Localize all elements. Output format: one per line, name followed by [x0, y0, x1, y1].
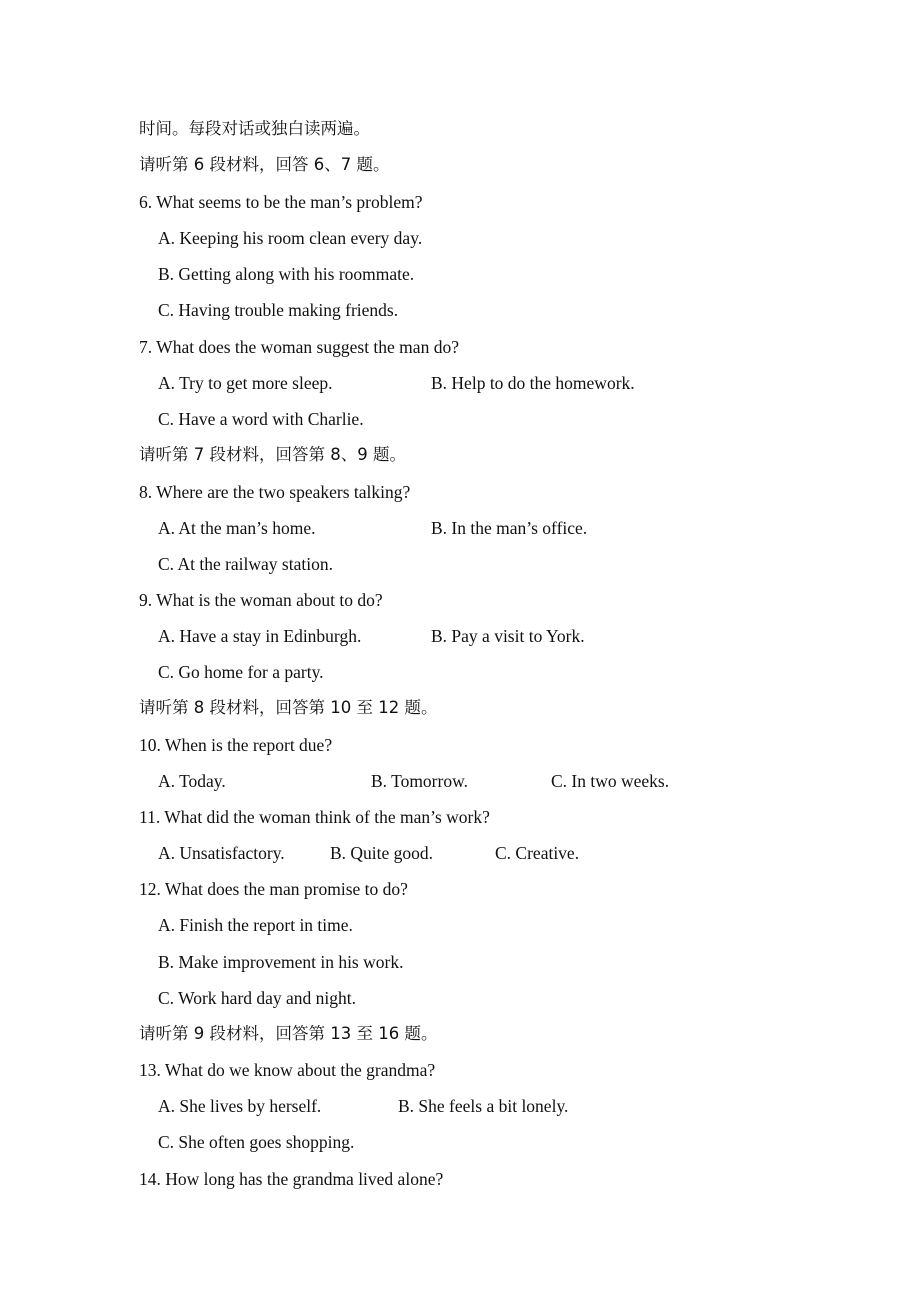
option-a: A. Try to get more sleep.: [158, 373, 333, 393]
option-c: C. In two weeks.: [551, 771, 670, 791]
option-c: C. Work hard day and night.: [158, 988, 357, 1008]
option-c: C. Go home for a party.: [158, 662, 324, 682]
option-a: A. She lives by herself.: [158, 1096, 322, 1116]
question-stem: 6. What seems to be the man’s problem?: [139, 192, 423, 212]
section-heading: 请听第 6 段材料，回答 6、7 题。: [139, 155, 390, 174]
question-stem: 13. What do we know about the grandma?: [139, 1060, 436, 1080]
option-b: B. Tomorrow.: [371, 771, 468, 791]
option-c: C. She often goes shopping.: [158, 1132, 355, 1152]
option-a: A. Unsatisfactory.: [158, 843, 285, 863]
option-a: A. Finish the report in time.: [158, 915, 353, 935]
section-heading: 请听第 9 段材料，回答第 13 至 16 题。: [139, 1024, 438, 1043]
option-b: B. Getting along with his roommate.: [158, 264, 415, 284]
section-heading: 请听第 7 段材料，回答第 8、9 题。: [139, 445, 406, 464]
option-a: A. At the man’s home.: [158, 518, 316, 538]
question-stem: 14. How long has the grandma lived alone?: [139, 1169, 444, 1189]
option-b: B. In the man’s office.: [431, 518, 588, 538]
option-b: B. Make improvement in his work.: [158, 952, 404, 972]
option-a: A. Keeping his room clean every day.: [158, 228, 423, 248]
option-b: B. Help to do the homework.: [431, 373, 635, 393]
option-c: C. Having trouble making friends.: [158, 300, 399, 320]
question-stem: 7. What does the woman suggest the man do?: [139, 337, 459, 357]
option-a: A. Have a stay in Edinburgh.: [158, 626, 362, 646]
section-heading: 请听第 8 段材料，回答第 10 至 12 题。: [139, 698, 438, 717]
option-b: B. Pay a visit to York.: [431, 626, 585, 646]
question-stem: 11. What did the woman think of the man’s work?: [139, 807, 490, 827]
option-b: B. Quite good.: [330, 843, 434, 863]
option-c: C. At the railway station.: [158, 554, 333, 574]
option-c: C. Have a word with Charlie.: [158, 409, 364, 429]
option-a: A. Today.: [158, 771, 226, 791]
question-stem: 9. What is the woman about to do?: [139, 590, 383, 610]
question-stem: 12. What does the man promise to do?: [139, 879, 408, 899]
option-c: C. Creative.: [495, 843, 580, 863]
question-stem: 8. Where are the two speakers talking?: [139, 482, 411, 502]
question-stem: 10. When is the report due?: [139, 735, 333, 755]
intro-text: 时间。每段对话或独白读两遍。: [139, 119, 370, 138]
option-b: B. She feels a bit lonely.: [398, 1096, 569, 1116]
